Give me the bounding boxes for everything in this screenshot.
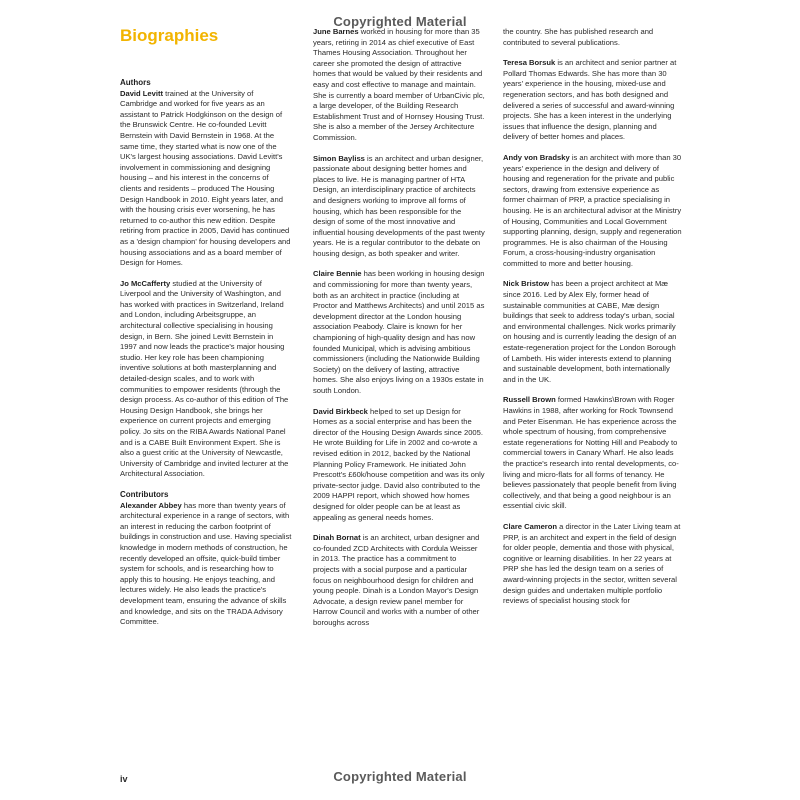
bio-simon-bayliss bbox=[313, 154, 485, 260]
column-middle bbox=[313, 27, 485, 638]
section-heading-authors: Authors bbox=[120, 78, 151, 87]
bio-text: has been working in housing design and commissioning for more than twenty years, both as an architect in practice (including at Proctor and Matthews Architects) and until 2015 as development director at the London housing association Peabody. Claire is known for her championing of high-quality design and has now founded Municipal, which is advising ambitious commissioners (including the Nationwide Building Society) on the delivery of lasting, attractive homes. She also enjoys living on a 1930s estate in south London. bbox=[313, 269, 485, 395]
bio-name: Russell Brown bbox=[503, 395, 556, 405]
bio-name: June Barnes bbox=[313, 27, 359, 36]
bio-name: Nick Bristow bbox=[503, 279, 549, 289]
bio-text: the country. She has published research and contributed to several publications. bbox=[503, 27, 654, 47]
bio-clare-cameron bbox=[503, 522, 683, 607]
bio-dinah-bornat bbox=[313, 533, 485, 628]
bio-text: is an architect, urban designer and co-founded ZCD Architects with Cordula Weisser in 2013. The practice has a commitment to projects with a social purpose and a particular focus on neighbourhood design for children and young people. Dinah is a London Mayor's Design Advocate, a design review panel member for Harrow Council and works with a number of other boroughs across bbox=[313, 533, 480, 627]
bio-nick-bristow bbox=[503, 279, 683, 385]
bio-text: studied at the University of Liverpool and the University of Washington, and has worked with practices in Switzerland, Ireland and London, including Arbeitsgruppe, an architectural collective specialising in housing design, in Bern. She joined Levitt Bernstein in 1997 and now leads the practice's major housing studio. Her key role has been championing inventive solutions at both masterplanning and detailed-design scales, and to work with communities to empower residents (through the design process. As co-author of this edition of The Housing Design Handbook, she brings her experience on current projects and emerging policy. Jo sits on the RIBA Awards National Panel and is a CABE Built Environment Expert. She is also a guest critic at the University of Newcastle, University of Cambridge and invited lecturer at the Architectural Association. bbox=[120, 278, 289, 479]
column-left bbox=[120, 78, 292, 638]
watermark-top: Copyrighted Material bbox=[333, 14, 467, 29]
bio-teresa-borsuk bbox=[503, 58, 683, 143]
bio-text: a director in the Later Living team at PRP, is an architect and expert in the field of design for older people, dementia and those with physical, cognitive or learning disabilities. In her 22 years at PRP she has led the design team on a series of award-winning projects in the sector, written several design guides and undertaken multiple portfolio reviews of specialist housing stock for bbox=[503, 521, 681, 606]
bio-alexander-abbey bbox=[120, 501, 292, 628]
page-number: iv bbox=[120, 774, 128, 784]
bio-text: helped to set up Design for Homes as a social enterprise and has been the director of the Housing Design Awards since 2005. He wrote Building for Life in 2002 and co-wrote a revised edition in 2012, backed by the National Planning Policy Framework. He initiated John Prescott's £60k/house competition and was its only private-sector judge. David also contributed to the 2009 HAPPI report, which showed how homes designed for older people can be at least as appealing as general needs homes. bbox=[313, 406, 485, 522]
bio-text: formed Hawkins\Brown with Roger Hawkins in 1988, after working for Rock Townsend and Peter Eisenman. He has experience across the whole spectrum of housing, from comprehensive estate regenerations for Notting Hill and Peabody to commercial towers in Canary Wharf. He also leads the practice's research into rental developments, co-living and micro-flats for all forms of tenancy. He believes passionately that people benefit from living collectively, and that being a good neighbour is an essential civic skill. bbox=[503, 395, 679, 511]
bio-name: Simon Bayliss bbox=[313, 153, 365, 163]
watermark-bottom: Copyrighted Material bbox=[333, 769, 467, 784]
bio-text: is an architect and urban designer, passionate about designing better homes and places to live. He is managing partner of HTA Design, an interdisciplinary practice of architects and designers working to improve all forms of housing, which has been responsible for the design of some of the most innovative and influential housing developments of the past twenty years. He is a regular contributor to the debate on housing design, as both speaker and writer. bbox=[313, 153, 485, 258]
bio-text: has been a project architect at Mæ since 2016. Led by Alex Ely, former head of sustainable communities at CABE, Mæ design buildings that seek to address today's urban, social and environmental challenges. Nick works primarily on housing and is currently leading the design of an estate-regeneration project for the London Borough of Lambeth. His wider interests extend to planning and sustainable development, both internationally and in the UK. bbox=[503, 279, 677, 384]
bio-text: trained at the University of Cambridge and worked for five years as an assistant to Patrick Hodgkinson on the design of the Brunswick Centre. He co-founded Levitt Bernstein with David Bernstein in 1968. At the same time, they started what is now one of the UK's largest housing associations. David Levitt's involvement in commissioning and designing housing – and his interest in the concerns of clients and residents – produced The Housing Design Handbook in 2010. Eight years later, and with the housing crisis ever worsening, he has returned to co-author this new edition. Despite retiring from practice in 2005, David has continued as a 'design champion' for housing developers and housing associations and as a board member of Design for Homes. bbox=[120, 88, 291, 268]
bio-name: Alexander Abbey bbox=[120, 500, 182, 510]
page-heading: Biographies bbox=[120, 26, 219, 45]
bio-name: Claire Bennie bbox=[313, 269, 362, 279]
bio-text: worked in housing for more than 35 years, retiring in 2014 as chief executive of East Thames Housing Association. Throughout her career she promoted the design of attractive homes that would be valued by their residents and easy and cost effective to manage and maintain. She is currently a board member of UrbanCivic plc, a large developer, of the Building Research Establishment Trust and of Hornsey Housing Trust. She is also a member of the Jersey Architecture Commission. bbox=[313, 27, 485, 142]
bio-russell-brown bbox=[503, 395, 683, 512]
bio-name: Clare Cameron bbox=[503, 521, 558, 531]
bio-june-barnes bbox=[313, 27, 485, 144]
bio-jo-mccafferty bbox=[120, 279, 292, 480]
bio-david-levitt bbox=[120, 89, 292, 269]
bio-text: has more than twenty years of architectural experience in a range of sectors, with an interest in reducing the carbon footprint of buildings in construction and use. Having specialist knowledge in modern methods of construction, he recently developed an offsite, quick-build timber system for schools, and is researching how to apply this to housing. He enjoys teaching, and lectures widely. He also leads the practice's development team, ensuring the advance of skills and knowledge, and sits on the TRADA Advisory Committee. bbox=[120, 500, 292, 627]
bio-dinah-bornat-continued bbox=[503, 27, 683, 48]
bio-claire-bennie bbox=[313, 269, 485, 396]
bio-name: Andy von Bradsky bbox=[503, 152, 570, 162]
bio-name: Jo McCafferty bbox=[120, 278, 171, 288]
bio-name: Dinah Bornat bbox=[313, 533, 361, 543]
column-right bbox=[503, 27, 683, 617]
section-heading-contributors: Contributors bbox=[120, 489, 169, 499]
bio-andy-von-bradsky bbox=[503, 153, 683, 270]
bio-text: is an architect with more than 30 years' experience in the design and delivery of housing and regeneration for the private and public sectors, drawing from extensive experience as former chairman of PRP, a practice specialising in housing. He is an architectural advisor at the Ministry of Housing, Communities and Local Government supporting planning, design, supply and regeneration programmes. He is also chairman of the Housing Forum, a cross-housing-industry organisation committed to more and better housing. bbox=[503, 152, 682, 268]
bio-name: David Birkbeck bbox=[313, 406, 368, 416]
bio-text: is an architect and senior partner at Pollard Thomas Edwards. She has more than 30 years' experience in the housing, mixed-use and regeneration sectors, and has both designed and delivered a series of successful and award-winning projects. She has a keen interest in the underlying issues that influence the design, planning and delivery of better homes and places. bbox=[503, 58, 677, 142]
bio-name: David Levitt bbox=[120, 88, 164, 98]
bio-david-birkbeck bbox=[313, 407, 485, 524]
bio-name: Teresa Borsuk bbox=[503, 58, 556, 68]
